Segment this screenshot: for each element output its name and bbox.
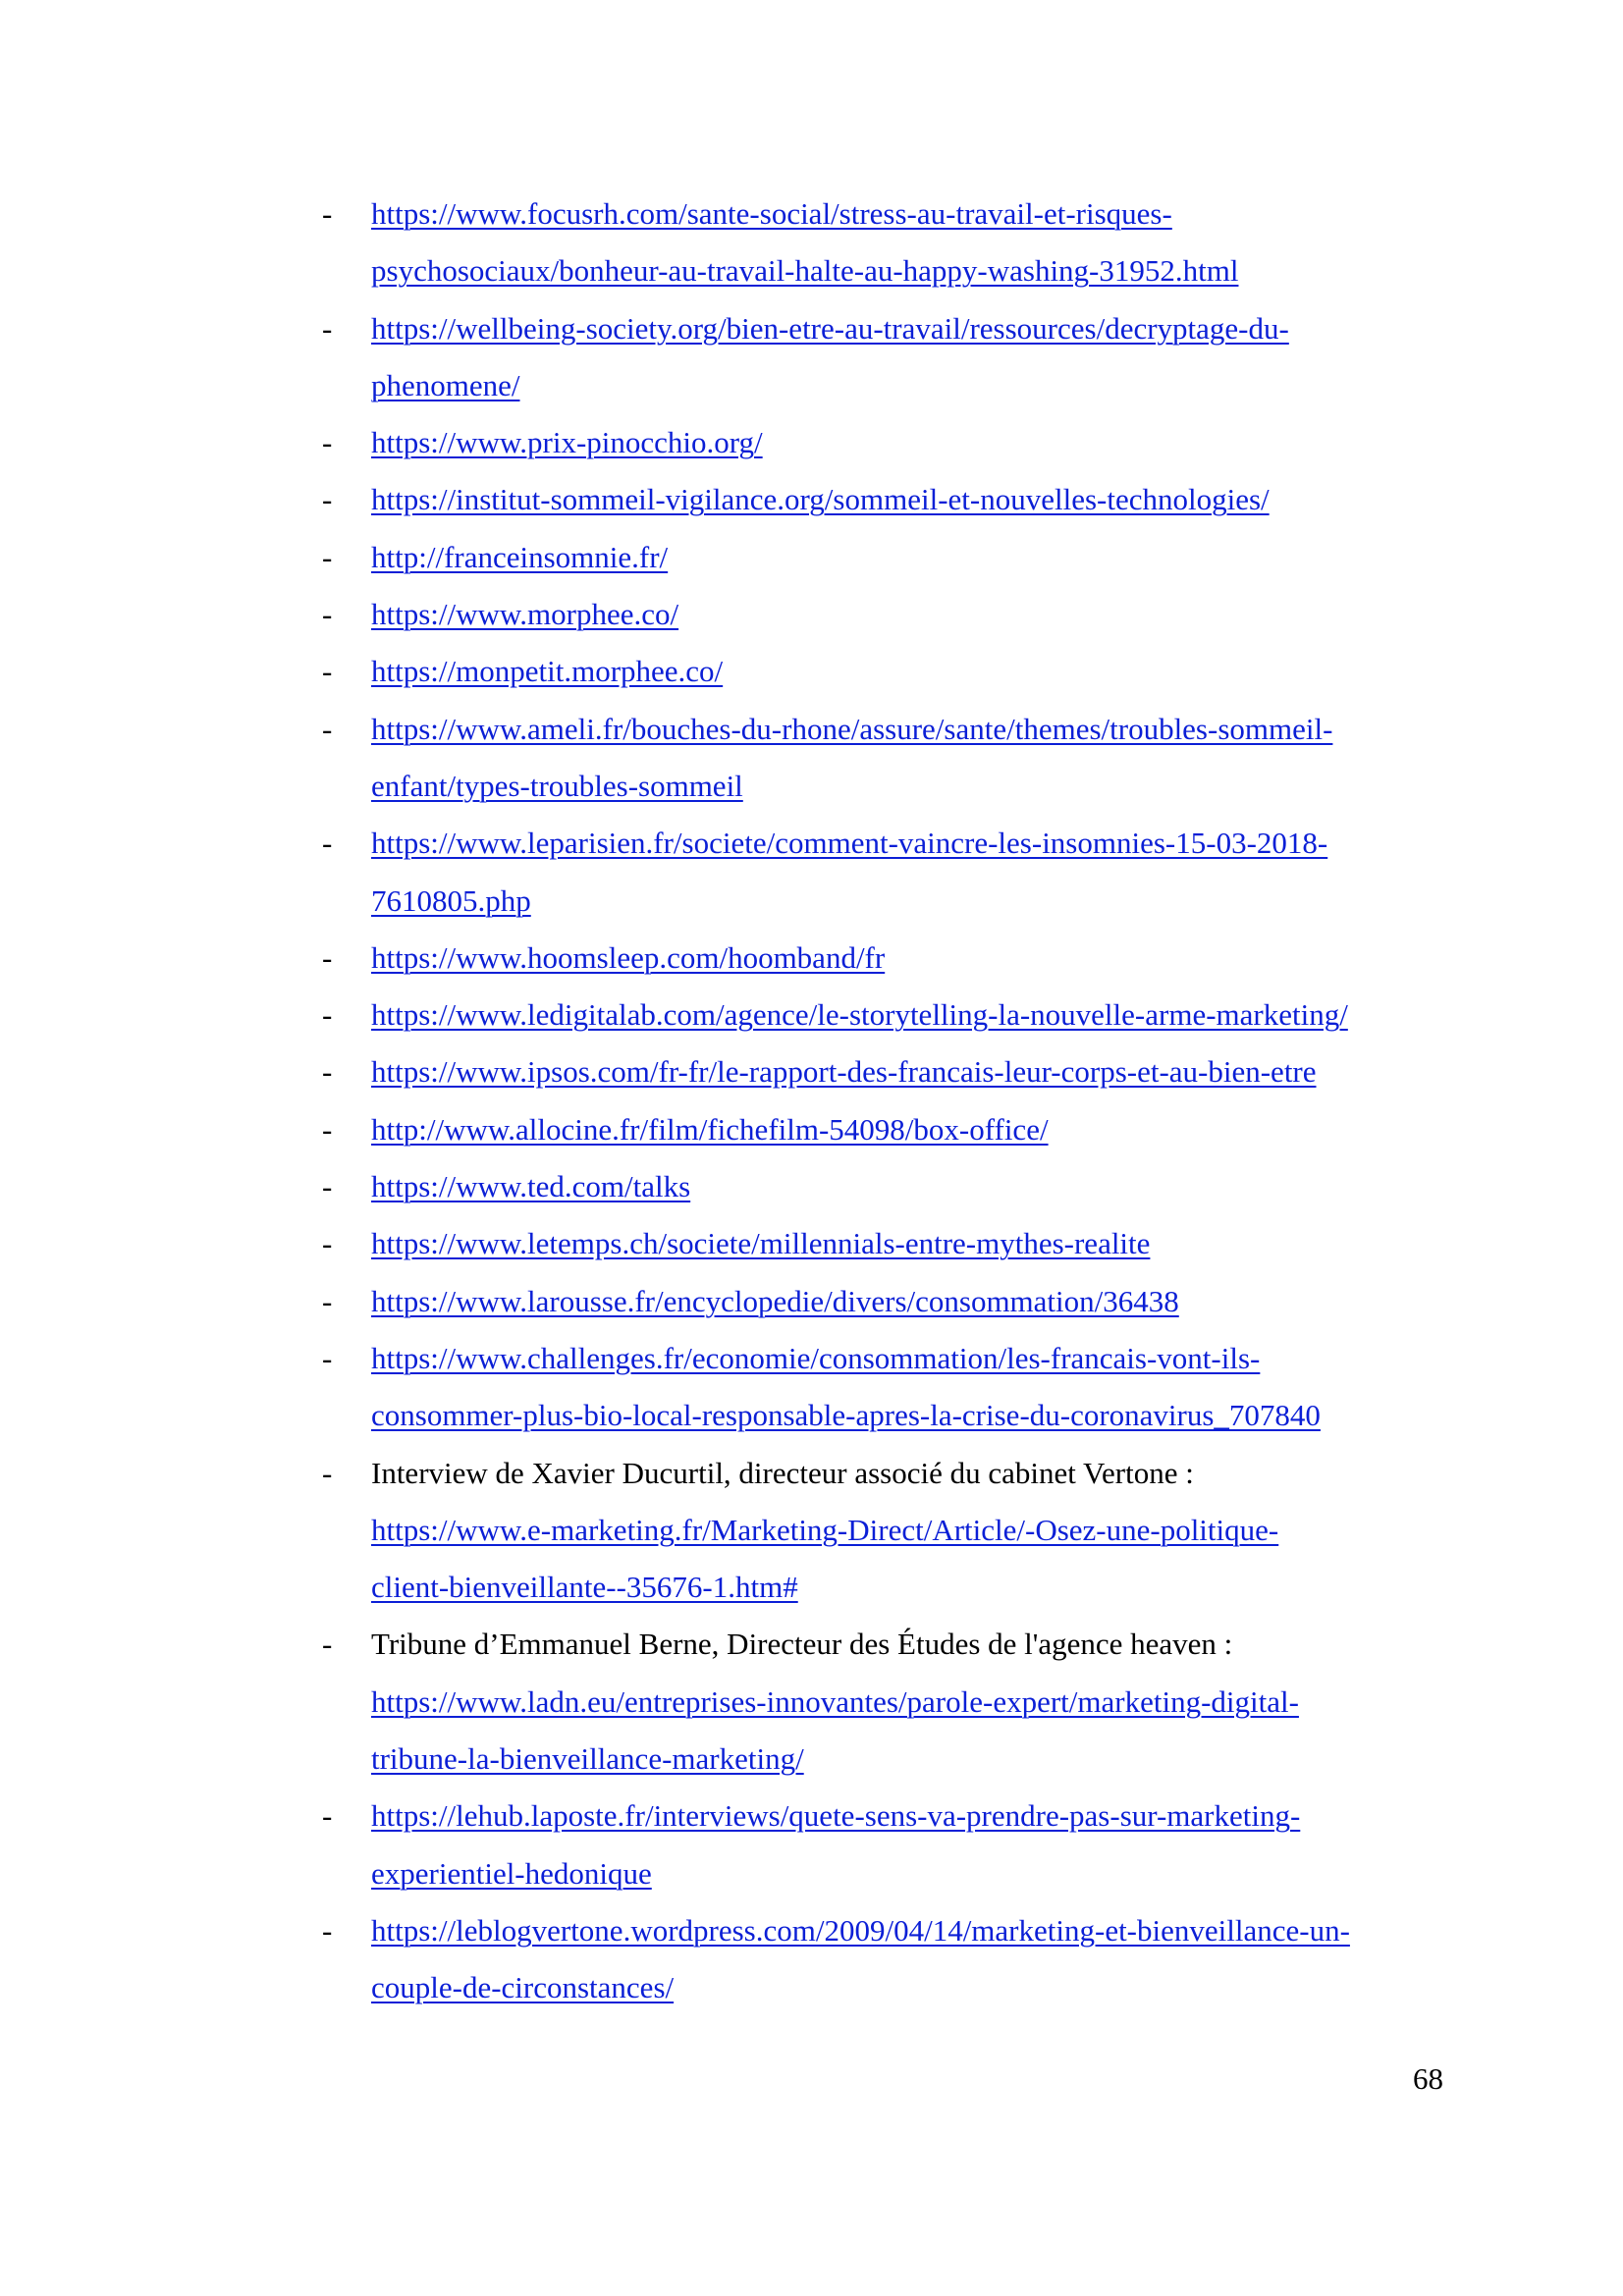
bullet-dash: - [322, 1340, 333, 1375]
reference-item [316, 471, 1455, 528]
reference-content [371, 701, 1455, 816]
reference-link[interactable] [371, 1341, 1321, 1432]
reference-link-line: consommer-plus-bio-local-responsable-apres-la-crise-du-coronavirus_707840 [371, 1398, 1321, 1433]
reference-link-line: tribune-la-bienveillance-marketing/ [371, 1741, 804, 1777]
reference-link-line: https://leblogvertone.wordpress.com/2009/04/14/marketing-et-bienveillance-un- [371, 1912, 1350, 1948]
reference-item [316, 701, 1455, 816]
bullet-dash: - [322, 425, 333, 460]
bullet-dash: - [322, 1798, 333, 1834]
reference-link[interactable] [371, 1169, 690, 1203]
reference-link[interactable] [371, 712, 1332, 803]
bullet-dash: - [322, 1912, 333, 1948]
reference-list [316, 186, 1455, 2017]
reference-content [371, 300, 1455, 415]
reference-link-line: https://www.prix-pinocchio.org/ [371, 425, 763, 460]
bullet-dash: - [322, 1455, 333, 1490]
reference-intro-text: Tribune d’Emmanuel Berne, Directeur des Études de l'agence heaven : [371, 1627, 1233, 1662]
page-number: 68 [1413, 2061, 1443, 2096]
bullet-dash: - [322, 482, 333, 517]
reference-link[interactable] [371, 196, 1238, 288]
reference-link-line: https://www.ipsos.com/fr-fr/le-rapport-des-francais-leur-corps-et-au-bien-etre [371, 1054, 1317, 1090]
reference-content [371, 1158, 1455, 1215]
reference-link[interactable] [371, 1913, 1350, 2004]
reference-content [371, 471, 1455, 528]
reference-link-line: http://www.allocine.fr/film/fichefilm-54098/box-office/ [371, 1111, 1049, 1147]
reference-link-line: https://www.ted.com/talks [371, 1169, 691, 1204]
reference-link-line: https://www.challenges.fr/economie/consommation/les-francais-vont-ils- [371, 1340, 1261, 1375]
bullet-dash: - [322, 997, 333, 1033]
reference-link-line: http://franceinsomnie.fr/ [371, 539, 669, 574]
reference-item [316, 186, 1455, 300]
reference-item [316, 414, 1455, 471]
reference-item [316, 987, 1455, 1043]
bullet-dash: - [322, 597, 333, 632]
reference-link[interactable] [371, 311, 1289, 402]
reference-content [371, 1330, 1455, 1445]
reference-link-line: https://www.leparisien.fr/societe/comment-vaincre-les-insomnies-15-03-2018- [371, 826, 1328, 861]
reference-item [316, 930, 1455, 987]
reference-content [371, 1902, 1455, 2017]
bullet-dash: - [322, 1054, 333, 1090]
reference-link[interactable] [371, 940, 885, 975]
reference-link-line: https://www.larousse.fr/encyclopedie/divers/consommation/36438 [371, 1283, 1179, 1318]
reference-link-line: enfant/types-troubles-sommeil [371, 768, 743, 803]
reference-link-line: https://lehub.laposte.fr/interviews/quete-sens-va-prendre-pas-sur-marketing- [371, 1798, 1301, 1834]
bullet-dash: - [322, 1226, 333, 1261]
reference-link[interactable] [371, 540, 668, 574]
reference-content [371, 1043, 1455, 1100]
reference-content [371, 930, 1455, 987]
reference-item [316, 1101, 1455, 1158]
reference-link-line: couple-de-circonstances/ [371, 1970, 675, 2005]
reference-intro-text: Interview de Xavier Ducurtil, directeur associé du cabinet Vertone : [371, 1455, 1194, 1490]
bullet-dash: - [322, 1169, 333, 1204]
reference-link-line: psychosociaux/bonheur-au-travail-halte-au-happy-washing-31952.html [371, 253, 1239, 289]
reference-link[interactable] [371, 654, 723, 688]
reference-item [316, 815, 1455, 930]
reference-content [371, 815, 1455, 930]
reference-content [371, 1445, 1455, 1617]
reference-link-line: https://www.focusrh.com/sante-social/stress-au-travail-et-risques- [371, 196, 1172, 231]
reference-content [371, 529, 1455, 586]
bullet-dash: - [322, 1111, 333, 1147]
reference-content [371, 186, 1455, 300]
reference-link-line: phenomene/ [371, 367, 520, 402]
reference-link-line: client-bienveillante--35676-1.htm# [371, 1570, 798, 1605]
reference-link-line: https://www.ameli.fr/bouches-du-rhone/assure/sante/themes/troubles-sommeil- [371, 711, 1333, 746]
reference-item [316, 1788, 1455, 1902]
bullet-dash: - [322, 1627, 333, 1662]
reference-link-line: https://www.hoomsleep.com/hoomband/fr [371, 939, 886, 975]
reference-item [316, 1158, 1455, 1215]
reference-item [316, 586, 1455, 643]
reference-content [371, 643, 1455, 700]
reference-link-line: https://www.ladn.eu/entreprises-innovantes/parole-expert/marketing-digital- [371, 1683, 1299, 1719]
reference-link[interactable] [371, 1798, 1300, 1890]
reference-link-line: experientiel-hedonique [371, 1855, 652, 1891]
reference-content [371, 1788, 1455, 1902]
reference-item [316, 1330, 1455, 1445]
reference-content [371, 586, 1455, 643]
reference-link[interactable] [371, 826, 1327, 917]
reference-item [316, 1215, 1455, 1272]
reference-item [316, 1273, 1455, 1330]
reference-link-line: https://www.morphee.co/ [371, 597, 679, 632]
reference-content [371, 1616, 1455, 1788]
reference-item [316, 1445, 1455, 1617]
reference-link[interactable] [371, 1112, 1049, 1147]
bullet-dash: - [322, 1283, 333, 1318]
reference-link[interactable] [371, 1513, 1278, 1604]
bullet-dash: - [322, 539, 333, 574]
reference-item [316, 1043, 1455, 1100]
reference-item [316, 529, 1455, 586]
bullet-dash: - [322, 826, 333, 861]
reference-item [316, 1902, 1455, 2017]
reference-link-line: https://www.letemps.ch/societe/millennials-entre-mythes-realite [371, 1226, 1151, 1261]
reference-link-line: https://www.ledigitalab.com/agence/le-storytelling-la-nouvelle-arme-marketing/ [371, 997, 1348, 1033]
reference-link-line: https://www.e-marketing.fr/Marketing-Direct/Article/-Osez-une-politique- [371, 1512, 1279, 1547]
reference-link[interactable] [371, 1684, 1299, 1776]
reference-link[interactable] [371, 425, 763, 459]
reference-item [316, 300, 1455, 415]
reference-item [316, 643, 1455, 700]
reference-link[interactable] [371, 597, 678, 631]
bullet-dash: - [322, 939, 333, 975]
reference-content [371, 414, 1455, 471]
reference-link-line: 7610805.php [371, 882, 531, 918]
reference-link[interactable] [371, 482, 1270, 516]
reference-link-line: https://wellbeing-society.org/bien-etre-au-travail/ressources/decryptage-du- [371, 310, 1289, 346]
reference-link[interactable] [371, 1284, 1179, 1318]
reference-link-line: https://monpetit.morphee.co/ [371, 654, 724, 689]
reference-link[interactable] [371, 997, 1348, 1032]
reference-content [371, 1273, 1455, 1330]
reference-link[interactable] [371, 1054, 1317, 1089]
bullet-dash: - [322, 654, 333, 689]
bullet-dash: - [322, 711, 333, 746]
reference-content [371, 987, 1455, 1043]
bullet-dash: - [322, 196, 333, 231]
reference-content [371, 1101, 1455, 1158]
reference-content [371, 1215, 1455, 1272]
reference-item [316, 1616, 1455, 1788]
reference-link-line: https://institut-sommeil-vigilance.org/sommeil-et-nouvelles-technologies/ [371, 482, 1270, 517]
bullet-dash: - [322, 310, 333, 346]
reference-link[interactable] [371, 1226, 1150, 1260]
